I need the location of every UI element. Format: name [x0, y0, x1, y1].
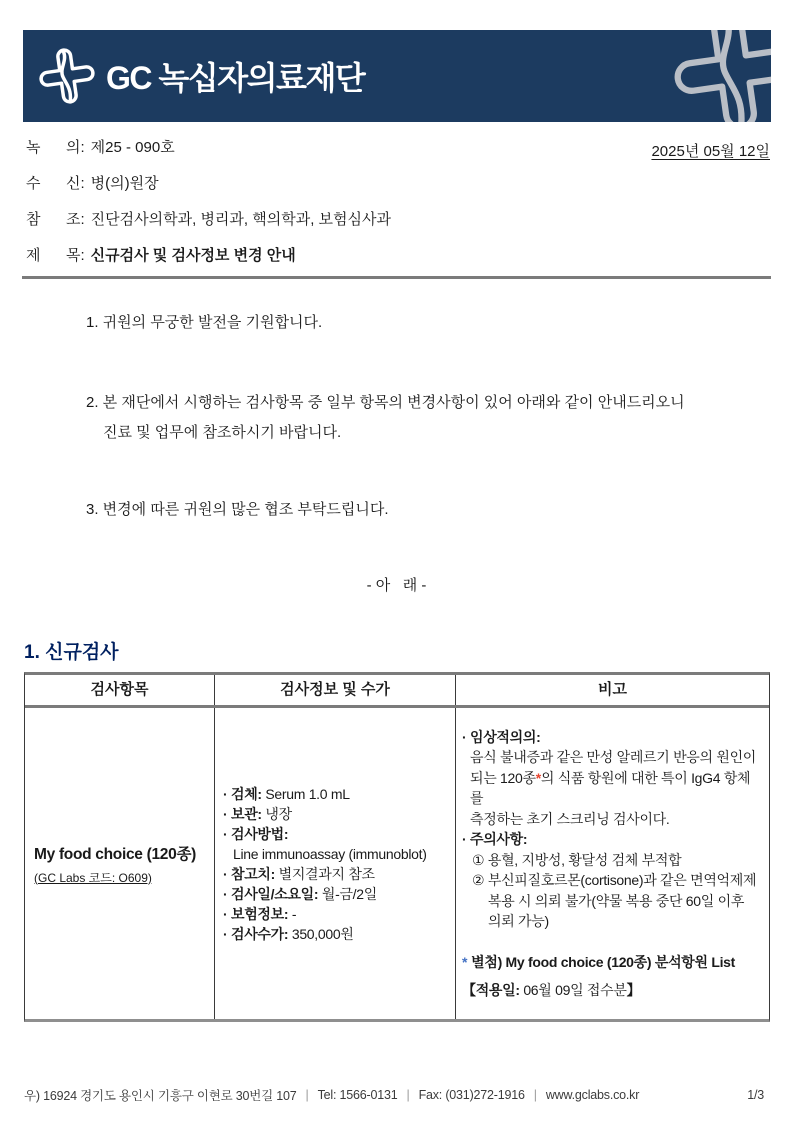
section-title-new-tests: 1. 신규검사	[24, 642, 119, 663]
footer-address: 우) 16924 경기도 용인시 기흥구 이현로 30번길 107	[24, 1089, 297, 1103]
cell-test-info	[214, 708, 455, 1019]
doc-number-value: 제25 - 090호	[90, 139, 175, 156]
bullet: ·	[223, 805, 228, 822]
cell-test-item	[25, 708, 214, 1019]
info-line-method-value	[223, 844, 451, 864]
info-line-specimen	[223, 784, 451, 804]
bullet: ·	[223, 925, 228, 942]
caution-item-2-line1: ② 부신피질호르몬(cortisone)과 같은 면역억제제	[472, 872, 757, 888]
caution-heading: · 주의사항:	[462, 831, 528, 847]
doc-number-row	[26, 138, 391, 158]
info-value: 별지결과지 참조	[278, 865, 375, 882]
info-label: 보험정보:	[230, 905, 289, 922]
apply-date-note: 【적용일: 06월 09일 접수분】	[462, 982, 641, 998]
info-label: 보관:	[230, 805, 262, 822]
new-test-table	[24, 672, 770, 1022]
clinical-text-line2: 되는 120종*의 식품 항원에 대한 특이 IgG4 항체를	[470, 769, 751, 806]
footer-website: www.gclabs.co.kr	[545, 1088, 640, 1102]
info-line-reference	[223, 864, 451, 884]
header-banner	[23, 30, 771, 122]
meta-label: 녹	[26, 139, 41, 156]
body-paragraph-3: 3. 변경에 따른 귀원의 많은 협조 부탁드립니다.	[86, 501, 389, 518]
test-code: (GC Labs 코드: O609)	[34, 870, 152, 885]
clinical-text-line3: 측정하는 초기 스크리닝 검사이다.	[470, 810, 670, 827]
subject-row	[26, 246, 391, 266]
info-label: 검사일/소요일:	[230, 885, 319, 902]
recipient-row	[26, 174, 391, 194]
footer-tel: Tel: 1566-0131	[317, 1088, 398, 1102]
gc-cross-watermark-icon	[663, 30, 771, 122]
meta-label: 조:	[66, 211, 85, 228]
clinical-significance-heading: · 임상적의의:	[462, 728, 541, 745]
table-row	[25, 708, 769, 1019]
meta-label: 참	[26, 211, 41, 228]
meta-label: 수	[26, 175, 41, 192]
info-value: Line immunoassay (immunoblot)	[233, 845, 427, 862]
info-line-insurance	[223, 904, 451, 924]
bullet: ·	[223, 885, 228, 902]
info-value: 350,000원	[291, 925, 354, 942]
attachment-note: * 별첨) My food choice (120종) 분석항원 List	[462, 953, 736, 970]
info-line-fee	[223, 924, 451, 944]
column-header-test-info: 검사정보 및 수가	[214, 675, 455, 705]
bullet: ·	[223, 825, 228, 842]
column-header-remarks: 비고	[455, 675, 769, 705]
page-number: 1/3	[747, 1088, 764, 1102]
blue-asterisk: *	[462, 953, 468, 970]
body-paragraph-2-line1: 2. 본 재단에서 시행하는 검사항목 중 일부 항목의 변경사항이 있어 아래와 같이 안내드리오니	[86, 394, 685, 411]
bullet: ·	[223, 865, 228, 882]
meta-label: 의:	[66, 139, 85, 156]
reference-value: 진단검사의학과, 병리과, 핵의학과, 보험심사과	[90, 211, 391, 228]
meta-label: 신:	[66, 175, 85, 192]
document-date: 2025년 05월 12일	[651, 143, 770, 160]
footer-separator: |	[406, 1088, 410, 1102]
info-label: 검사방법:	[230, 825, 289, 842]
document-meta	[26, 138, 391, 282]
info-label: 검사수가:	[230, 925, 289, 942]
red-asterisk: *	[535, 769, 541, 786]
caution-item-2-line2: 복용 시 의뢰 불가(약물 복용 중단 60일 이후	[488, 892, 745, 909]
bullet: ·	[462, 728, 467, 745]
info-line-storage	[223, 804, 451, 824]
header-divider	[22, 276, 771, 279]
body-paragraph-2	[86, 388, 685, 448]
subject-value: 신규검사 및 검사정보 변경 안내	[90, 247, 296, 264]
info-value: Serum 1.0 mL	[265, 785, 350, 802]
bullet: ·	[462, 831, 467, 847]
table-header-row	[25, 675, 769, 708]
organization-title: GC 녹십자의료재단	[106, 60, 365, 96]
footer-separator: |	[533, 1088, 537, 1102]
footer-separator: |	[305, 1088, 309, 1102]
info-label: 검체:	[230, 785, 262, 802]
below-marker: - 아 래 -	[366, 577, 427, 594]
bullet: ·	[223, 785, 228, 802]
info-label: 참고치:	[230, 865, 276, 882]
caution-item-1: ① 용혈, 지방성, 황달성 검체 부적합	[472, 851, 682, 868]
reference-row	[26, 210, 391, 230]
body-paragraph-1: 1. 귀원의 무궁한 발전을 기원합니다.	[86, 314, 323, 331]
info-value: 월-금/2일	[321, 885, 377, 902]
info-value: 냉장	[265, 805, 292, 822]
test-name: My food choice (120종)	[34, 845, 196, 863]
gc-cross-logo-icon	[34, 43, 100, 109]
info-line-schedule	[223, 884, 451, 904]
page-footer	[24, 1086, 770, 1104]
clinical-text-line1: 음식 불내증과 같은 만성 알레르기 반응의 원인이	[470, 749, 757, 765]
meta-label: 목:	[66, 247, 85, 264]
cell-remarks	[455, 708, 769, 1019]
recipient-value: 병(의)원장	[90, 175, 159, 192]
column-header-test-item: 검사항목	[90, 681, 149, 698]
info-value: -	[291, 905, 297, 922]
body-paragraph-2-line2: 진료 및 업무에 참조하시기 바랍니다.	[103, 424, 342, 441]
meta-label: 제	[26, 247, 41, 264]
bullet: ·	[223, 905, 228, 922]
info-line-method	[223, 824, 451, 844]
caution-item-2-line3: 의뢰 가능)	[488, 913, 549, 929]
footer-fax: Fax: (031)272-1916	[418, 1088, 525, 1102]
